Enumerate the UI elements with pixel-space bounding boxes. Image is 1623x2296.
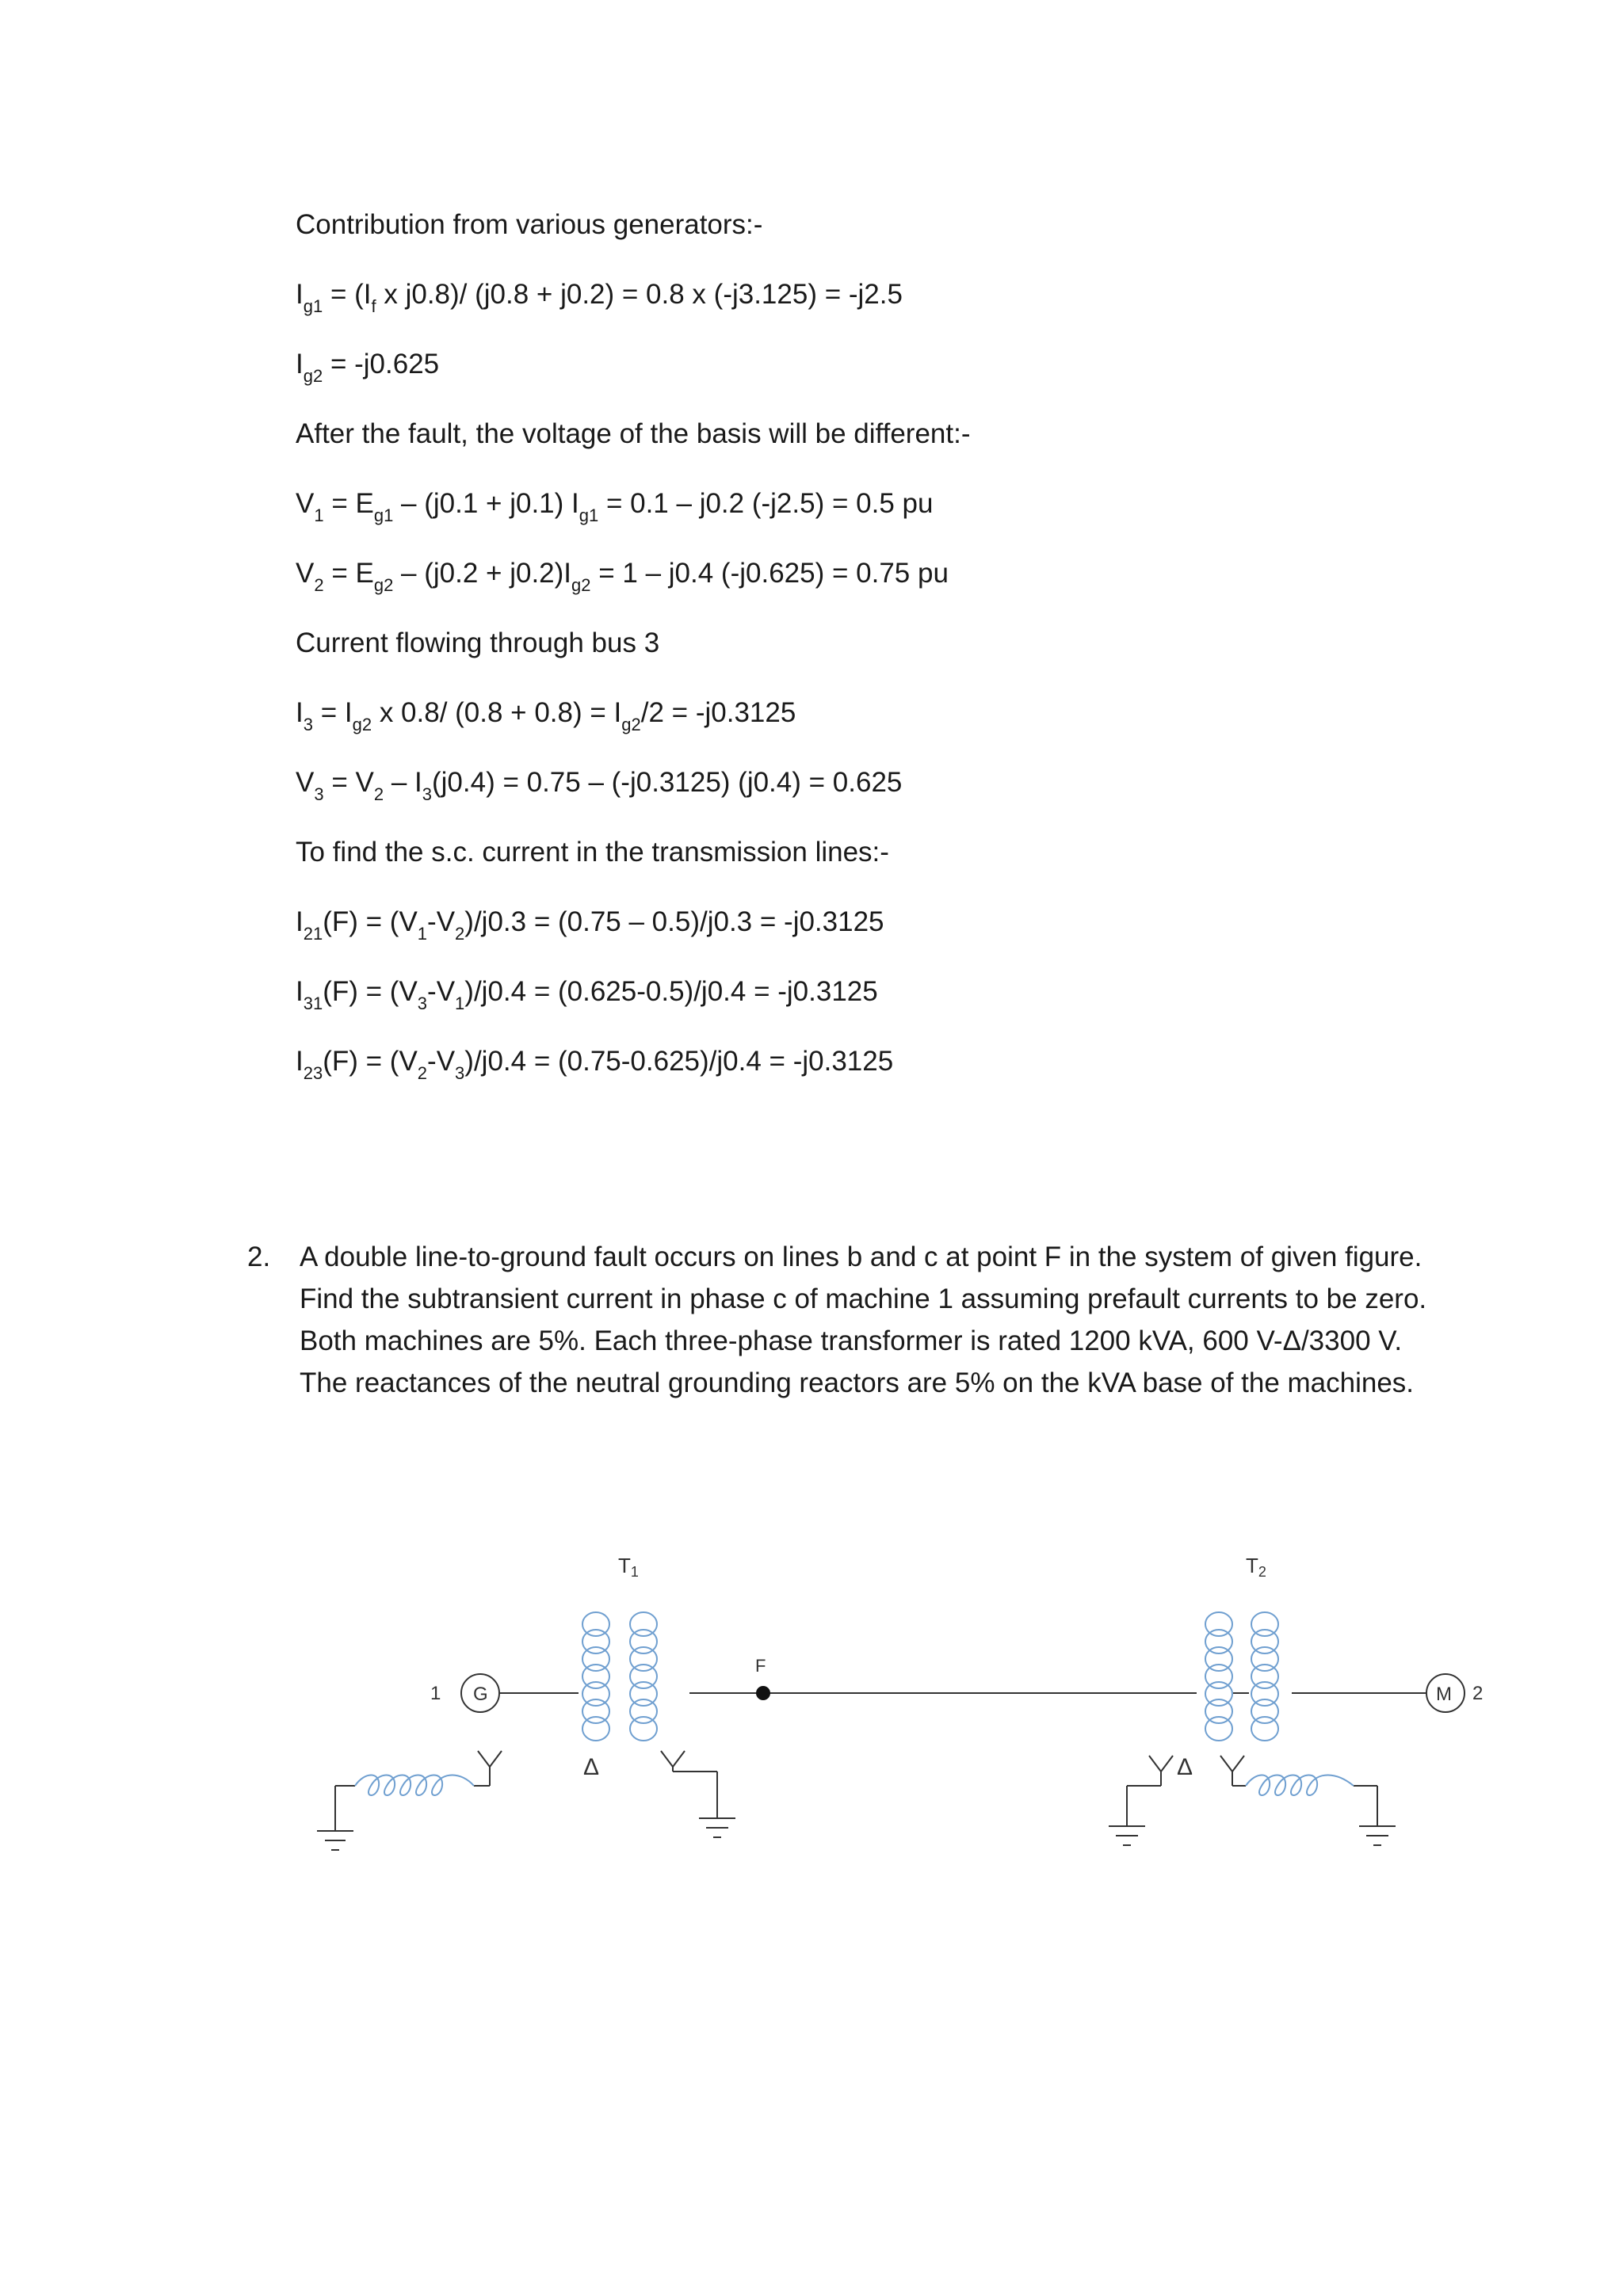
fault-label: F bbox=[755, 1656, 766, 1676]
t2-secondary-coil bbox=[1251, 1612, 1278, 1741]
eq-v2: $V_2 = E_{g2} - (j0.2 + j0.2)I_{g2} = 1 - j0.4$ (-j0.625) = 0.75 pu bbox=[296, 558, 949, 595]
problem-number: 2. bbox=[247, 1241, 271, 1272]
eq-v1: $V_1 = E_{g1} - (j0.1 + j0.1) I_{g1} = 0.1 - j0.2$ (-j2.5) = 0.5 pu bbox=[296, 488, 934, 525]
t1-label: T1 bbox=[618, 1554, 639, 1580]
circuit-diagram bbox=[285, 1537, 1522, 1917]
generator-neutral-ground bbox=[317, 1751, 502, 1850]
eq-i23: $I_{23}(F) = (V_2-V_3)/j0.4 = (0.75-0.625)/j0.4 = -j0.3125$ bbox=[296, 1046, 894, 1083]
eq-v3: $V_3 = V_2 - I_3(j0.4) = 0.75 - (-j0.3125) (j0.4) = 0.625$ bbox=[296, 767, 903, 804]
problem-line: A double line-to-ground fault occurs on lines b and c at point F in the system of given figure. bbox=[300, 1241, 1423, 1272]
t2-primary-coil bbox=[1205, 1612, 1232, 1741]
heading-bus3: Current flowing through bus 3 bbox=[296, 627, 660, 658]
motor-neutral-ground bbox=[1220, 1756, 1396, 1845]
t2-delta-symbol: Δ bbox=[1177, 1754, 1193, 1780]
problem-line: The reactances of the neutral grounding reactors are 5% on the kVA base of the machines. bbox=[300, 1367, 1415, 1398]
circuit-svg bbox=[285, 1537, 1522, 1917]
t1-primary-coil bbox=[582, 1612, 609, 1741]
motor-label: M bbox=[1436, 1684, 1452, 1705]
t2-label: T2 bbox=[1246, 1554, 1266, 1580]
fault-point bbox=[756, 1686, 770, 1700]
problem-line: Both machines are 5%. Each three-phase transformer is rated 1200 kVA, 600 V-Δ/3300 V. bbox=[300, 1325, 1403, 1356]
t1-wye-ground bbox=[661, 1751, 735, 1837]
motor-grounding-reactor bbox=[1246, 1775, 1354, 1796]
heading-sc-current: To find the s.c. current in the transmission lines:- bbox=[296, 837, 889, 868]
generator-grounding-reactor bbox=[355, 1775, 474, 1796]
solution-block bbox=[296, 190, 1484, 1097]
problem-statement bbox=[247, 1236, 1484, 1404]
t1-delta-symbol: Δ bbox=[583, 1754, 600, 1780]
eq-ig2: $I_{g2} = -j0.625$ bbox=[296, 349, 440, 386]
eq-i3: $I_3 = I_{g2}$ x 0.8/ $(0.8 + 0.8) = I_{g2}/2 = -j0.3125$ bbox=[296, 697, 796, 734]
eq-i31: $I_{31}(F) = (V_3-V_1)/j0.4 = (0.625-0.5)/j0.4 = -j0.3125$ bbox=[296, 976, 878, 1013]
eq-i21: $I_{21}(F) = (V_1-V_2)/j0.3 = (0.75 - 0.5)/j0.3 = -j0.3125$ bbox=[296, 906, 884, 944]
heading-contribution: Contribution from various generators:- bbox=[296, 209, 763, 240]
eq-ig1: $I_{g1} = (I_f$ x j0.8)/ (j0.8 + j0.2) = 0.8 x (-j3.125) = -j2.5 bbox=[296, 279, 903, 316]
t1-secondary-coil bbox=[630, 1612, 657, 1741]
t2-wye-ground bbox=[1109, 1756, 1173, 1845]
problem-line: Find the subtransient current in phase c of machine 1 assuming prefault currents to be zero. bbox=[300, 1283, 1427, 1314]
generator-number: 1 bbox=[430, 1683, 441, 1704]
heading-after-fault: After the fault, the voltage of the basis will be different:- bbox=[296, 418, 971, 449]
generator-label: G bbox=[473, 1684, 488, 1705]
motor-number: 2 bbox=[1472, 1683, 1484, 1704]
